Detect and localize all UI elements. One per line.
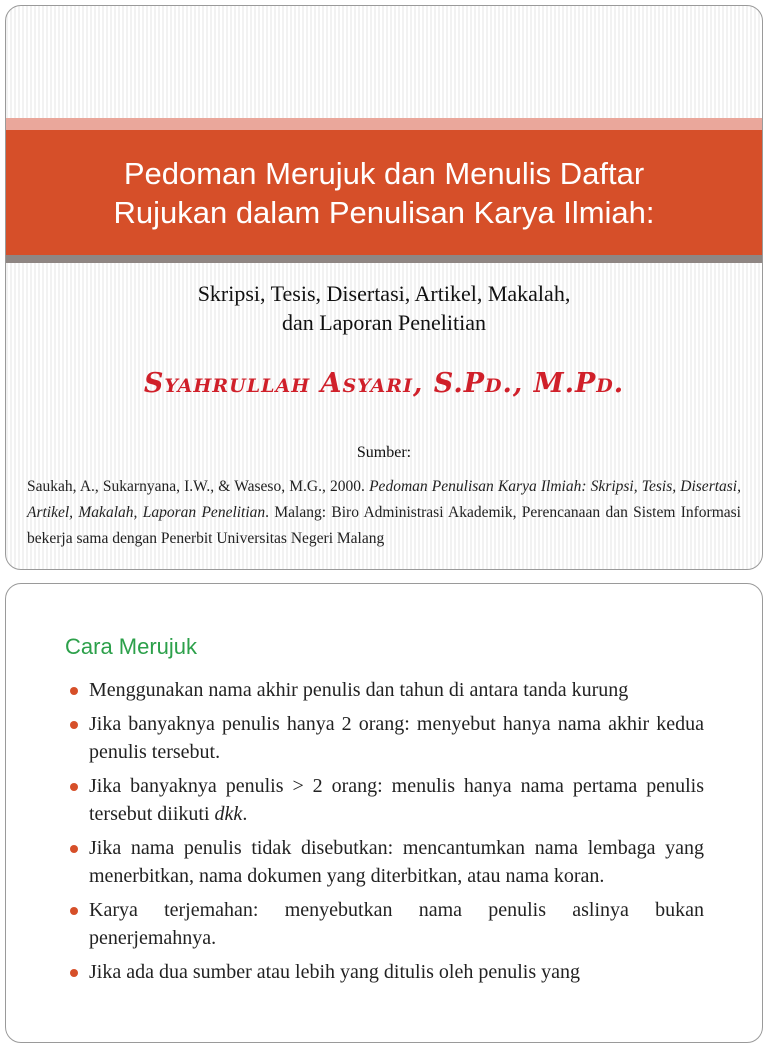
bullet-text: Jika banyaknya penulis hanya 2 orang: menyebut hanya nama akhir kedua penulis tersebut. <box>89 713 704 763</box>
bullet-dot-icon <box>70 721 78 729</box>
section-title: Cara Merujuk <box>65 634 198 659</box>
bullet-text: Menggunakan nama akhir penulis dan tahun di antara tanda kurung <box>89 679 629 701</box>
citation-authors: Saukah, A., Sukarnyana, I.W., & Waseso, M.G., 2000. <box>27 478 365 495</box>
subtitle <box>6 279 762 337</box>
bullet-dot-icon <box>70 687 78 695</box>
citation-publisher: . Malang: Biro Administrasi Akademik, Perencanaan dan Sistem Informasi bekerja sama dengan Penerbit Universitas Negeri Malang <box>27 504 741 547</box>
bullet-text: Jika nama penulis tidak disebutkan: mencantumkan nama lembaga yang menerbitkan, nama dokumen yang diterbitkan, atau nama koran. <box>89 837 704 887</box>
bullet-tail: . <box>242 803 248 825</box>
source-citation <box>27 474 741 552</box>
title-band-shadow <box>6 255 762 263</box>
bullet-item <box>66 834 704 890</box>
bullet-dot-icon <box>70 845 78 853</box>
source-label-colon: : <box>406 444 412 461</box>
title-band <box>6 130 762 255</box>
bullet-list <box>66 676 704 992</box>
source-label <box>6 444 762 462</box>
content-slide <box>5 583 763 1043</box>
slide-title-line-2: Rujukan dalam Penulisan Karya Ilmiah: <box>113 194 655 230</box>
bullet-text: Jika ada dua sumber atau lebih yang ditulis oleh penulis yang <box>89 961 580 983</box>
subtitle-line-2: dan Laporan Penelitian <box>281 310 487 335</box>
citation-book-title: Pedoman Penulisan Karya Ilmiah: Skripsi, Tesis, Disertasi, Artikel, Makalah, Laporan Penelitian <box>27 478 741 521</box>
bullet-emphasis: dkk <box>214 803 243 825</box>
bullet-text: Karya terjemahan: menyebutkan nama penulis aslinya bukan penerjemahnya. <box>89 899 704 949</box>
bullet-item <box>66 710 704 766</box>
bullet-dot-icon <box>70 783 78 791</box>
bullet-item <box>66 896 704 952</box>
slide-title-line-1: Pedoman Merujuk dan Menulis Daftar <box>123 155 645 191</box>
title-band-accent <box>6 118 762 130</box>
bullet-item <box>66 676 704 704</box>
bullet-item <box>66 772 704 828</box>
bullet-text: Jika banyaknya penulis > 2 orang: menulis hanya nama pertama penulis tersebut diikuti <box>89 775 704 825</box>
subtitle-line-1: Skripsi, Tesis, Disertasi, Artikel, Makalah, <box>197 281 571 306</box>
author-name: Syahrullah Asyari, S.Pd., M.Pd. <box>143 368 625 399</box>
title-slide <box>5 5 763 570</box>
bullet-dot-icon <box>70 907 78 915</box>
source-label-text: Sumber <box>356 444 407 461</box>
bullet-item <box>66 958 704 986</box>
bullet-dot-icon <box>70 969 78 977</box>
